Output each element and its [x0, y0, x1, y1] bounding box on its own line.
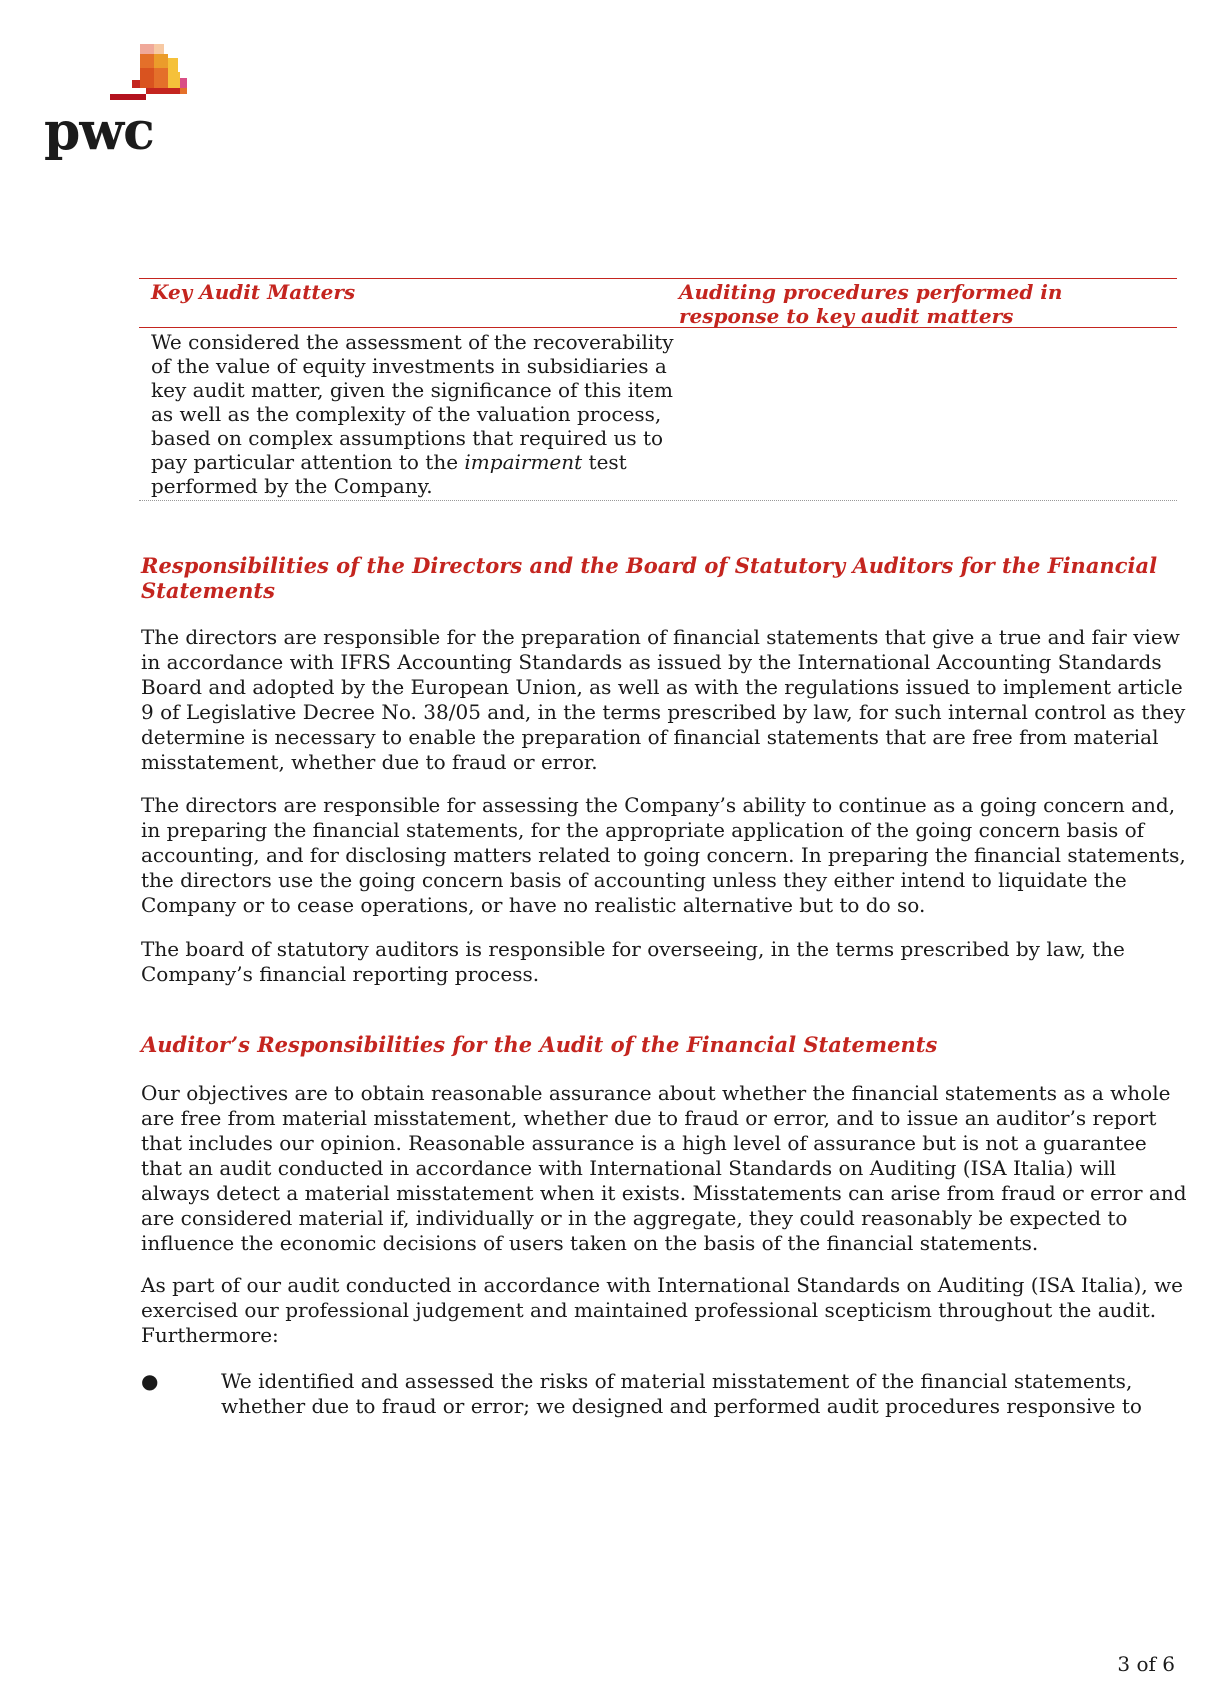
auditing-procedures-cell — [679, 328, 1177, 498]
bullet-icon: ● — [141, 1369, 159, 1393]
kam-text-italic: impairment — [464, 450, 583, 474]
paragraph: As part of our audit conducted in accordance with International Standards on Auditing (ISA Italia), we exercised our professional judgement and maintained professional scepticism throughout the audit. Furthermore: — [141, 1273, 1184, 1347]
key-audit-matters-table — [139, 278, 1177, 501]
key-audit-matter-text — [139, 328, 679, 498]
table-header-right-line2: response to key audit matters — [679, 304, 1014, 328]
pwc-logo — [44, 44, 224, 174]
table-header-row — [139, 279, 1177, 328]
page-number: 3 of 6 — [1117, 1652, 1175, 1676]
list-item — [141, 1369, 1187, 1419]
table-header-right-line1: Auditing procedures performed in — [679, 280, 1063, 304]
paragraph: The board of statutory auditors is responsible for overseeing, in the terms prescribed by law, the Company’s financial reporting process. — [141, 937, 1125, 986]
section-title-auditor-responsibilities: Auditor’s Responsibilities for the Audit of the Financial Statements — [141, 1032, 938, 1057]
table-header-key-audit-matters: Key Audit Matters — [151, 280, 356, 304]
table-header-auditing-procedures — [679, 279, 1177, 327]
paragraph: The directors are responsible for the preparation of financial statements that give a true and fair view in accordance with IFRS Accounting Standards as issued by the International Accounting Standards Board and adopted by the European Union, as well as with the regulations issued to implement article 9 of Legislative Decree No. 38/05 and, in the terms prescribed by law, for such internal control as they determine is necessary to enable the preparation of financial statements that are free from material misstatement, whether due to fraud or error. — [141, 625, 1186, 774]
kam-text-part2: test performed by the Company. — [151, 450, 627, 498]
section-title-directors-responsibilities: Responsibilities of the Directors and the Board of Statutory Auditors for the Financial Statements — [141, 553, 1158, 603]
list-item-text: We identified and assessed the risks of material misstatement of the financial statements, whether due to fraud or error; we designed and performed audit procedures responsive to — [221, 1369, 1142, 1418]
logo-wordmark: pwc — [44, 101, 154, 162]
table-row — [139, 328, 1177, 501]
kam-text-part1: We considered the assessment of the recoverability of the value of equity investments in subsidiaries a key audit matter, given the significance of this item as well as the complexity of the valuation process, based on complex assumptions that required us to pay particular attention to the — [151, 330, 674, 474]
paragraph: Our objectives are to obtain reasonable assurance about whether the financial statements as a whole are free from material misstatement, whether due to fraud or error, and to issue an auditor’s report that includes our opinion. Reasonable assurance is a high level of assurance but is not a guarantee that an audit conducted in accordance with International Standards on Auditing (ISA Italia) will always detect a material misstatement when it exists. Misstatements can arise from fraud or error and are considered material if, individually or in the aggregate, they could reasonably be expected to influence the economic decisions of users taken on the basis of the financial statements. — [141, 1081, 1187, 1255]
paragraph: The directors are responsible for assessing the Company’s ability to continue as a going concern and, in preparing the financial statements, for the appropriate application of the going concern basis of accounting, and for disclosing matters related to going concern. In preparing the financial statements, the directors use the going concern basis of accounting unless they either intend to liquidate the Company or to cease operations, or have no realistic alternative but to do so. — [141, 793, 1186, 917]
